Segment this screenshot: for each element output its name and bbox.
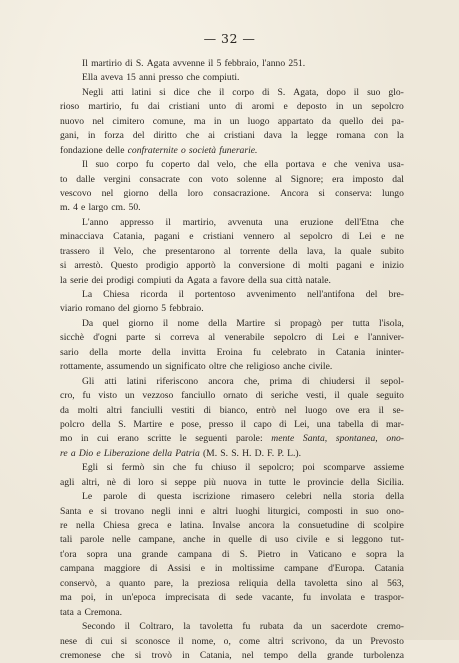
text-line: rioso martirio, fu dai cristiani unto di aromi e deposto in un sepolcro — [60, 101, 404, 113]
text-line: mo in cui erano scritte le seguenti parole: mente Santa, spontanea, ono- — [60, 433, 404, 445]
text-line: Gli atti latini riferiscono ancora che, prima di chiudersi il sepol- — [82, 375, 404, 387]
text-line: sicchè d'ogni parte si correva al venerabile sepolcro di Lei e l'anniver- — [60, 332, 404, 344]
text-line: Le parole di questa iscrizione rimasero celebri nella storia della — [82, 491, 404, 503]
text-line: ma poi, in un'epoca imprecisata di sede vacante, fu involata e traspor- — [60, 592, 404, 604]
text-line: Il suo corpo fu coperto dal velo, che ella portava e che veniva usa- — [82, 159, 404, 171]
text-line: gani, in forza del diritto che ai cristiani dava la legge romana con la — [60, 130, 404, 142]
text-line: agli altri, nè di loro si seppe più nuova in tutte le provincie della Sicilia. — [60, 476, 404, 488]
text-line: Ella aveva 15 anni presso che compiuti. — [82, 72, 240, 84]
text-line: re nella Chiesa greca e latina. Invalse ancora la consuetudine di scolpire — [60, 520, 404, 531]
text-line: Egli si fermò sin che fu chiuso il sepolcro; poi scomparve assieme — [82, 462, 404, 474]
text-line: L'anno appresso il martirio, avvenuta una eruzione dell'Etna che — [82, 216, 404, 228]
text-line: Il martirio di S. Agata avvenne il 5 febbraio, l'anno 251. — [82, 58, 306, 69]
text-line: re a Dio e Liberazione della Patria (M. S. S. H. D. F. P. L.). — [60, 447, 302, 459]
text-line: minacciava Catania, pagani e cristiani vennero al sepolcro di Lei e ne — [60, 231, 404, 243]
text-line: fondazione delle confraternite o società funerarie. — [60, 144, 258, 156]
text-line: m. 4 e largo cm. 50. — [60, 202, 141, 214]
text-line: nuovo nel cimitero comune, ma in un luogo appartato da quello dei pa- — [60, 115, 404, 127]
text-line: da molti altri fanciulli vestiti di bianco, entrò nel luogo ove era il se- — [60, 404, 404, 416]
text-line: Secondo il Coltraro, la tavoletta fu rubata da un sacerdote cremo- — [82, 621, 404, 633]
text-line: to dalle vergini consacrate con voto solenne al Signore; era imposto dal — [60, 173, 404, 185]
text-line: cro, fu visto un vezzoso fanciullo ornato di seriche vesti, il quale seguito — [60, 390, 404, 402]
text-line: t'ora sopra una grande campana di S. Pietro in Vaticano e sopra la — [60, 548, 404, 560]
text-line: viario romano del giorno 5 febbraio. — [60, 303, 204, 315]
text-line: campana maggiore di Assisi e in moltissime campane d'Europa. Catania — [60, 563, 404, 575]
page-number: — 32 — — [203, 31, 256, 46]
text-line: tata a Cremona. — [60, 606, 123, 618]
text-line: trassero il Velo, che presentarono al torrente della lava, la quale subito — [60, 245, 404, 257]
text-line: vescovo nel giorno della loro consacrazione. Ancora si conserva: lungo — [60, 187, 404, 199]
text-line: cremonese che si trovò in Catania, nel tempo della grande turbolenza — [60, 649, 404, 661]
text-line: conservò, a quanto pare, la preziosa reliquia della tavoletta sino al 563, — [60, 577, 404, 589]
text-line: Santa e si trovano negli inni e altri luoghi liturgici, composti in suo ono- — [60, 505, 404, 517]
text-line: nese di cui si sconosce il nome, o, come altri scrivono, da un Prevosto — [60, 635, 404, 647]
text-line: sario della morte della invitta Eroina fu celebrato in Catania ininter- — [60, 346, 404, 358]
body-text — [60, 57, 404, 663]
text-line: polcro della S. Martire e pose, presso il capo di Lei, una tabella di mar- — [60, 418, 404, 430]
text-line: La Chiesa ricorda il portentoso avvenimento nell'antifona del bre- — [82, 289, 404, 300]
text-line: tali parole nelle campane, anche in quelle di uso civile e si leggono tut- — [60, 534, 404, 546]
text-line: Negli atti latini si dice che il corpo di S. Agata, dopo il suo glo- — [82, 86, 404, 98]
text-line: rottamente, assumendo un significato oltre che religioso anche civile. — [60, 361, 333, 373]
text-line: Da quel giorno il nome della Martire si propagò per tutta l'isola, — [82, 317, 404, 329]
text-line: la serie dei prodigi compiuti da Agata a favore della sua città natale. — [60, 274, 331, 286]
text-line: si arrestò. Questo prodigio apportò la conversione di molti pagani e inizio — [60, 260, 404, 272]
